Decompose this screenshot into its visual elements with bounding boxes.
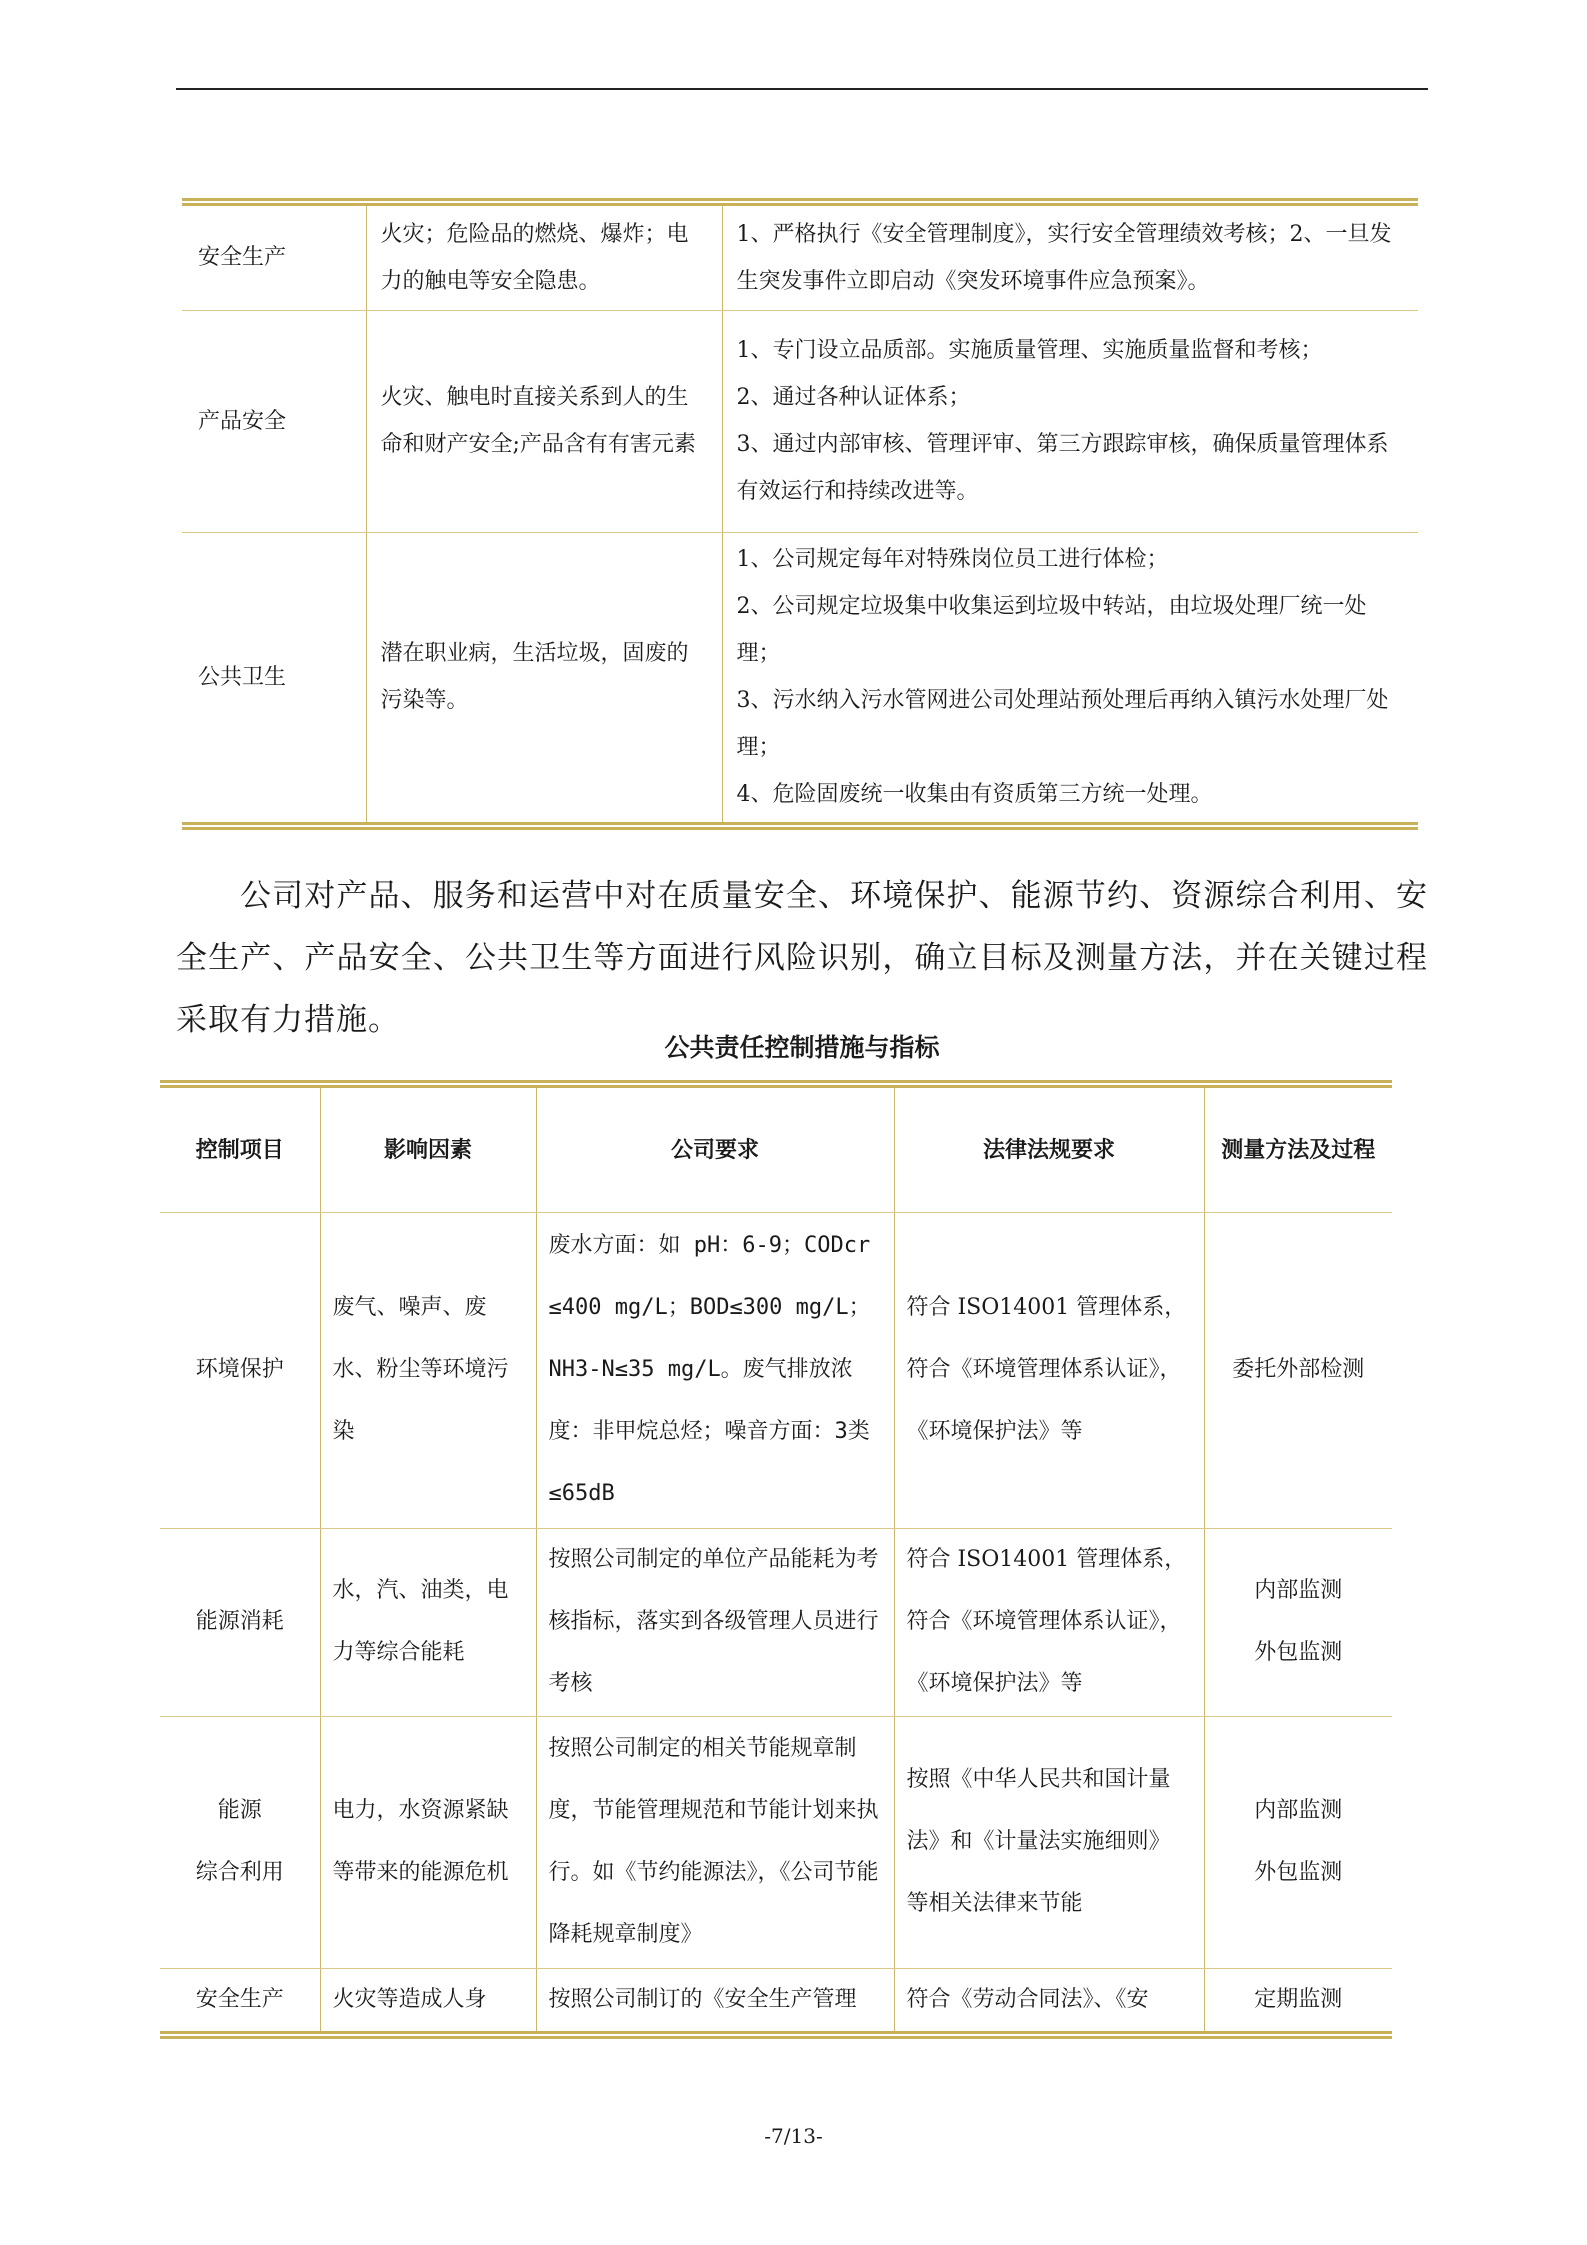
table-row (160, 1212, 1392, 1528)
measure-item: 2、通过各种认证体系； (736, 385, 971, 410)
table-row (182, 532, 1418, 826)
table-row (182, 310, 1418, 532)
measure-item: 1、严格执行《安全管理制度》，实行安全管理绩效考核；2、一旦发生突发事件立即启动《突发环境事件应急预案》。 (736, 221, 1392, 294)
risk-measures (722, 202, 1418, 310)
method-label: 定期监测 (1254, 1986, 1343, 2012)
measure-item: 2、公司规定垃圾集中收集运到垃圾中转站，由垃圾处理厂统一处理； (736, 594, 1367, 667)
risk-item: 公共卫生 (182, 532, 366, 826)
law-requirement: 按照《中华人民共和国计量法》和《计量法实施细则》等相关法律来节能 (894, 1716, 1204, 1968)
table-row (182, 202, 1418, 310)
impact-factor: 火灾等造成人身 (320, 1968, 536, 2035)
measure-item: 4、危险固废统一收集由有资质第三方统一处理。 (736, 782, 1213, 808)
impact-factor: 废气、噪声、废水、粉尘等环境污染 (320, 1212, 536, 1528)
measure-item: 1、公司规定每年对特殊岗位员工进行体检； (736, 547, 1169, 573)
method-label: 内部监测 (1254, 1798, 1343, 1823)
measure-item: 1、专门设立品质部。实施质量管理、实施质量监督和考核； (736, 338, 1323, 363)
control-item (160, 1528, 320, 1716)
method-label: 外包监测 (1254, 1860, 1343, 1885)
control-item-label: 安全生产 (195, 1986, 284, 2012)
control-item-label: 能源 (217, 1798, 262, 1823)
table-row (160, 1968, 1392, 2035)
column-header: 控制项目 (160, 1084, 320, 1212)
measurement-method (1204, 1528, 1392, 1716)
measurement-method (1204, 1716, 1392, 1968)
impact-factor: 水，汽、油类，电力等综合能耗 (320, 1528, 536, 1716)
measure-item: 3、通过内部审核、管理评审、第三方跟踪审核，确保质量管理体系有效运行和持续改进等。 (736, 432, 1389, 504)
column-header: 公司要求 (536, 1084, 894, 1212)
control-item-label: 能源消耗 (195, 1609, 284, 1634)
company-requirement: 按照公司制定的相关节能规章制度，节能管理规范和节能计划来执行。如《节约能源法》，《公司节能降耗规章制度》 (536, 1716, 894, 1968)
column-header: 测量方法及过程 (1204, 1084, 1392, 1212)
law-requirement: 符合《劳动合同法》、《安 (894, 1968, 1204, 2035)
risk-item: 安全生产 (182, 202, 366, 310)
risk-table (182, 198, 1418, 830)
law-requirement: 符合 ISO14001 管理体系，符合《环境管理体系认证》，《环境保护法》等 (894, 1528, 1204, 1716)
page-number: -7/13- (764, 2124, 823, 2148)
control-table (160, 1080, 1392, 2039)
law-requirement: 符合 ISO14001 管理体系，符合《环境管理体系认证》，《环境保护法》等 (894, 1212, 1204, 1528)
risk-item: 产品安全 (182, 310, 366, 532)
measure-item: 3、污水纳入污水管网进公司处理站预处理后再纳入镇污水处理厂处理； (736, 688, 1389, 761)
method-label: 外包监测 (1254, 1640, 1343, 1665)
risk-description: 潜在职业病，生活垃圾，固废的污染等。 (366, 532, 722, 826)
control-item (160, 1716, 320, 1968)
control-item-label: 环境保护 (195, 1357, 284, 1382)
control-item-label: 综合利用 (195, 1860, 284, 1885)
measurement-method (1204, 1212, 1392, 1528)
measurement-method (1204, 1968, 1392, 2035)
table-caption: 公共责任控制措施与指标 (664, 1033, 940, 1062)
column-header: 影响因素 (320, 1084, 536, 1212)
table-row (160, 1716, 1392, 1968)
risk-measures (722, 310, 1418, 532)
table-row (160, 1528, 1392, 1716)
column-header: 法律法规要求 (894, 1084, 1204, 1212)
impact-factor: 电力，水资源紧缺等带来的能源危机 (320, 1716, 536, 1968)
risk-measures (722, 532, 1418, 826)
company-requirement: 废水方面：如 pH：6-9；CODcr ≤400 mg/L；BOD≤300 mg/L；NH3-N≤35 mg/L。废气排放浓度：非甲烷总烃；噪音方面：3类≤65dB (536, 1212, 894, 1528)
control-item (160, 1968, 320, 2035)
company-requirement: 按照公司制定的单位产品能耗为考核指标，落实到各级管理人员进行考核 (536, 1528, 894, 1716)
table-header-row (160, 1084, 1392, 1212)
body-paragraph: 公司对产品、服务和运营中对在质量安全、环境保护、能源节约、资源综合利用、安全生产、产品安全、公共卫生等方面进行风险识别，确立目标及测量方法，并在关键过程采取有力措施。 (176, 878, 1428, 1038)
control-item (160, 1212, 320, 1528)
method-label: 内部监测 (1254, 1578, 1343, 1603)
header-rule (176, 88, 1428, 90)
company-requirement: 按照公司制订的《安全生产管理 (536, 1968, 894, 2035)
risk-description: 火灾；危险品的燃烧、爆炸；电力的触电等安全隐患。 (366, 202, 722, 310)
method-label: 委托外部检测 (1232, 1357, 1365, 1382)
risk-description: 火灾、触电时直接关系到人的生命和财产安全;产品含有有害元素 (366, 310, 722, 532)
